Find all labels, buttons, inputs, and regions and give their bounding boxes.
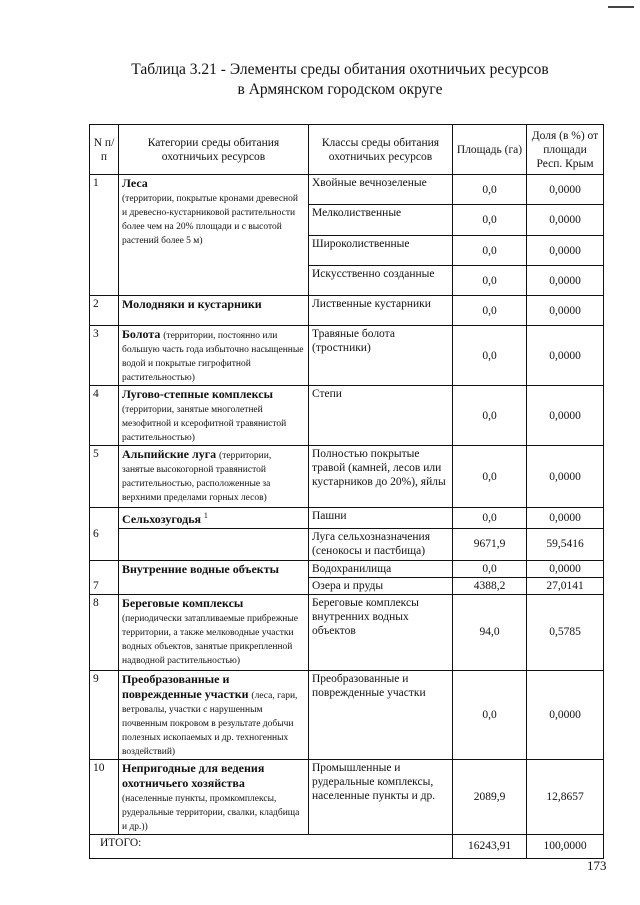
category-name: Береговые комплексы	[122, 595, 244, 610]
total-share: 100,0000	[527, 834, 604, 858]
table-row	[90, 386, 604, 446]
category-cell	[119, 446, 309, 508]
category-name: Болота	[122, 327, 161, 341]
total-row	[90, 834, 604, 858]
area-cell: 0,0	[453, 236, 527, 266]
class-cell: Луга сельхозназначения (сенокосы и пастбища)	[309, 528, 453, 560]
area-cell: 9671,9	[453, 528, 527, 560]
category-cell	[119, 560, 309, 594]
class-cell: Лиственные кустарники	[309, 296, 453, 326]
title-line-1: Таблица 3.21 - Элементы среды обитания охотничьих ресурсов	[131, 61, 549, 78]
class-cell: Мелколиственные	[309, 205, 453, 236]
area-cell: 0,0	[453, 446, 527, 508]
share-cell: 0,0000	[527, 508, 604, 529]
category-name: Альпийские луга	[122, 447, 217, 461]
table-title	[90, 60, 590, 100]
table-row	[90, 560, 604, 577]
share-cell: 0,0000	[527, 236, 604, 266]
share-cell: 59,5416	[527, 528, 604, 560]
row-num: 7	[90, 560, 119, 594]
area-cell: 0,0	[453, 670, 527, 759]
table-row	[90, 175, 604, 205]
header-num: N п/п	[90, 125, 119, 175]
area-cell: 94,0	[453, 594, 527, 670]
category-cell	[119, 759, 309, 834]
class-cell: Озера и пруды	[309, 577, 453, 594]
header-area: Площадь (га)	[453, 125, 527, 175]
share-cell: 0,0000	[527, 446, 604, 508]
area-cell: 0,0	[453, 175, 527, 205]
share-cell: 12,8657	[527, 759, 604, 834]
class-cell: Широколиственные	[309, 236, 453, 266]
share-cell: 0,0000	[527, 296, 604, 326]
category-cell	[119, 670, 309, 759]
category-name: Леса	[122, 176, 148, 190]
habitat-table	[89, 124, 604, 859]
class-cell: Степи	[309, 386, 453, 446]
header-class: Классы среды обитания охотничьих ресурсов	[309, 125, 453, 175]
category-cell	[119, 508, 309, 529]
top-edge-mark	[608, 6, 634, 8]
category-cell	[119, 326, 309, 386]
class-cell: Искусственно созданные	[309, 266, 453, 296]
share-cell: 0,5785	[527, 594, 604, 670]
total-area: 16243,91	[453, 834, 527, 858]
row-num: 9	[90, 670, 119, 759]
row-num: 2	[90, 296, 119, 326]
table-row	[90, 594, 604, 670]
category-desc: (территории, занятые многолетней мезофитной и ксерофитной травянистой растительностью)	[122, 405, 287, 443]
table-row	[90, 528, 604, 560]
area-cell: 0,0	[453, 205, 527, 236]
category-desc: (леса, гари, ветровалы, участки с нарушенным почвенным покровом в результате добычи полезных ископаемых и др. техногенных воздействий)	[122, 690, 298, 757]
class-cell: Промышленные и рудеральные комплексы, населенные пункты и др.	[309, 759, 453, 834]
category-cell	[119, 296, 309, 326]
row-num: 8	[90, 594, 119, 670]
category-name: Сельхозугодья	[122, 511, 202, 526]
category-cell	[119, 594, 309, 670]
category-desc: (населенные пункты, промкомплексы, рудеральные территории, свалки, кладбища и др.))	[122, 793, 300, 832]
table-header-row	[90, 125, 604, 175]
class-cell: Пашни	[309, 508, 453, 529]
total-label: ИТОГО:	[90, 834, 453, 858]
table-row	[90, 446, 604, 508]
row-num: 3	[90, 326, 119, 386]
row-num: 6	[90, 508, 119, 561]
area-cell: 0,0	[453, 296, 527, 326]
category-name: Молодняки и кустарники	[122, 297, 262, 311]
share-cell: 0,0000	[527, 266, 604, 296]
class-cell: Преобразованные и поврежденные участки	[309, 670, 453, 759]
share-cell: 27,0141	[527, 577, 604, 594]
category-desc: (территории, постоянно или большую часть года избыточно насыщенные водой и покрытые гигрофитной растительностью)	[122, 331, 304, 383]
area-cell: 4388,2	[453, 577, 527, 594]
category-desc: (территории, занятые высокогорной травянистой растительностью, расположенные за верхними пределами горных лесов)	[122, 451, 272, 503]
title-line-2: в Армянском городском округе	[237, 81, 443, 98]
table-row	[90, 670, 604, 759]
table-row	[90, 326, 604, 386]
category-name: Преобразованные и поврежденные участки	[122, 671, 249, 701]
class-cell: Хвойные вечнозеленые	[309, 175, 453, 205]
share-cell: 0,0000	[527, 205, 604, 236]
class-cell: Водохранилища	[309, 560, 453, 577]
area-cell: 0,0	[453, 266, 527, 296]
area-cell: 0,0	[453, 508, 527, 529]
category-cell	[119, 386, 309, 446]
share-cell: 0,0000	[527, 326, 604, 386]
table-row	[90, 508, 604, 529]
area-cell: 0,0	[453, 326, 527, 386]
table-row	[90, 296, 604, 326]
share-cell: 0,0000	[527, 386, 604, 446]
row-num: 4	[90, 386, 119, 446]
category-name: Лугово-степные комплексы	[122, 387, 273, 401]
share-cell: 0,0000	[527, 560, 604, 577]
header-share: Доля (в %) от площади Респ. Крым	[527, 125, 604, 175]
footnote-mark: 1	[203, 511, 208, 520]
area-cell: 0,0	[453, 560, 527, 577]
class-cell: Полностью покрытые травой (камней, лесов или кустарников до 20%), яйлы	[309, 446, 453, 508]
category-cell	[119, 175, 309, 296]
category-desc: (периодически затапливаемые прибрежные территории, а также мелководные участки водных объектов, занятые прикрепленной надводной растительностью)	[122, 613, 298, 666]
category-name: Внутренние водные объекты	[122, 561, 279, 576]
category-name: Непригодные для ведения охотничьего хозяйства	[122, 760, 265, 790]
empty-cell	[119, 528, 309, 560]
share-cell: 0,0000	[527, 175, 604, 205]
share-cell: 0,0000	[527, 670, 604, 759]
table-row	[90, 759, 604, 834]
row-num: 10	[90, 759, 119, 834]
class-cell: Береговые комплексы внутренних водных объектов	[309, 594, 453, 670]
area-cell: 0,0	[453, 386, 527, 446]
header-category: Категории среды обитания охотничьих ресурсов	[119, 125, 309, 175]
row-num: 1	[90, 175, 119, 296]
class-cell: Травяные болота (тростники)	[309, 326, 453, 386]
page-number: 173	[587, 858, 607, 873]
category-desc: (территории, покрытые кронами древесной и древесно-кустарниковой растительности более чем на 20% площади и с высотой растений более 5 м)	[122, 194, 298, 246]
row-num: 5	[90, 446, 119, 508]
area-cell: 2089,9	[453, 759, 527, 834]
